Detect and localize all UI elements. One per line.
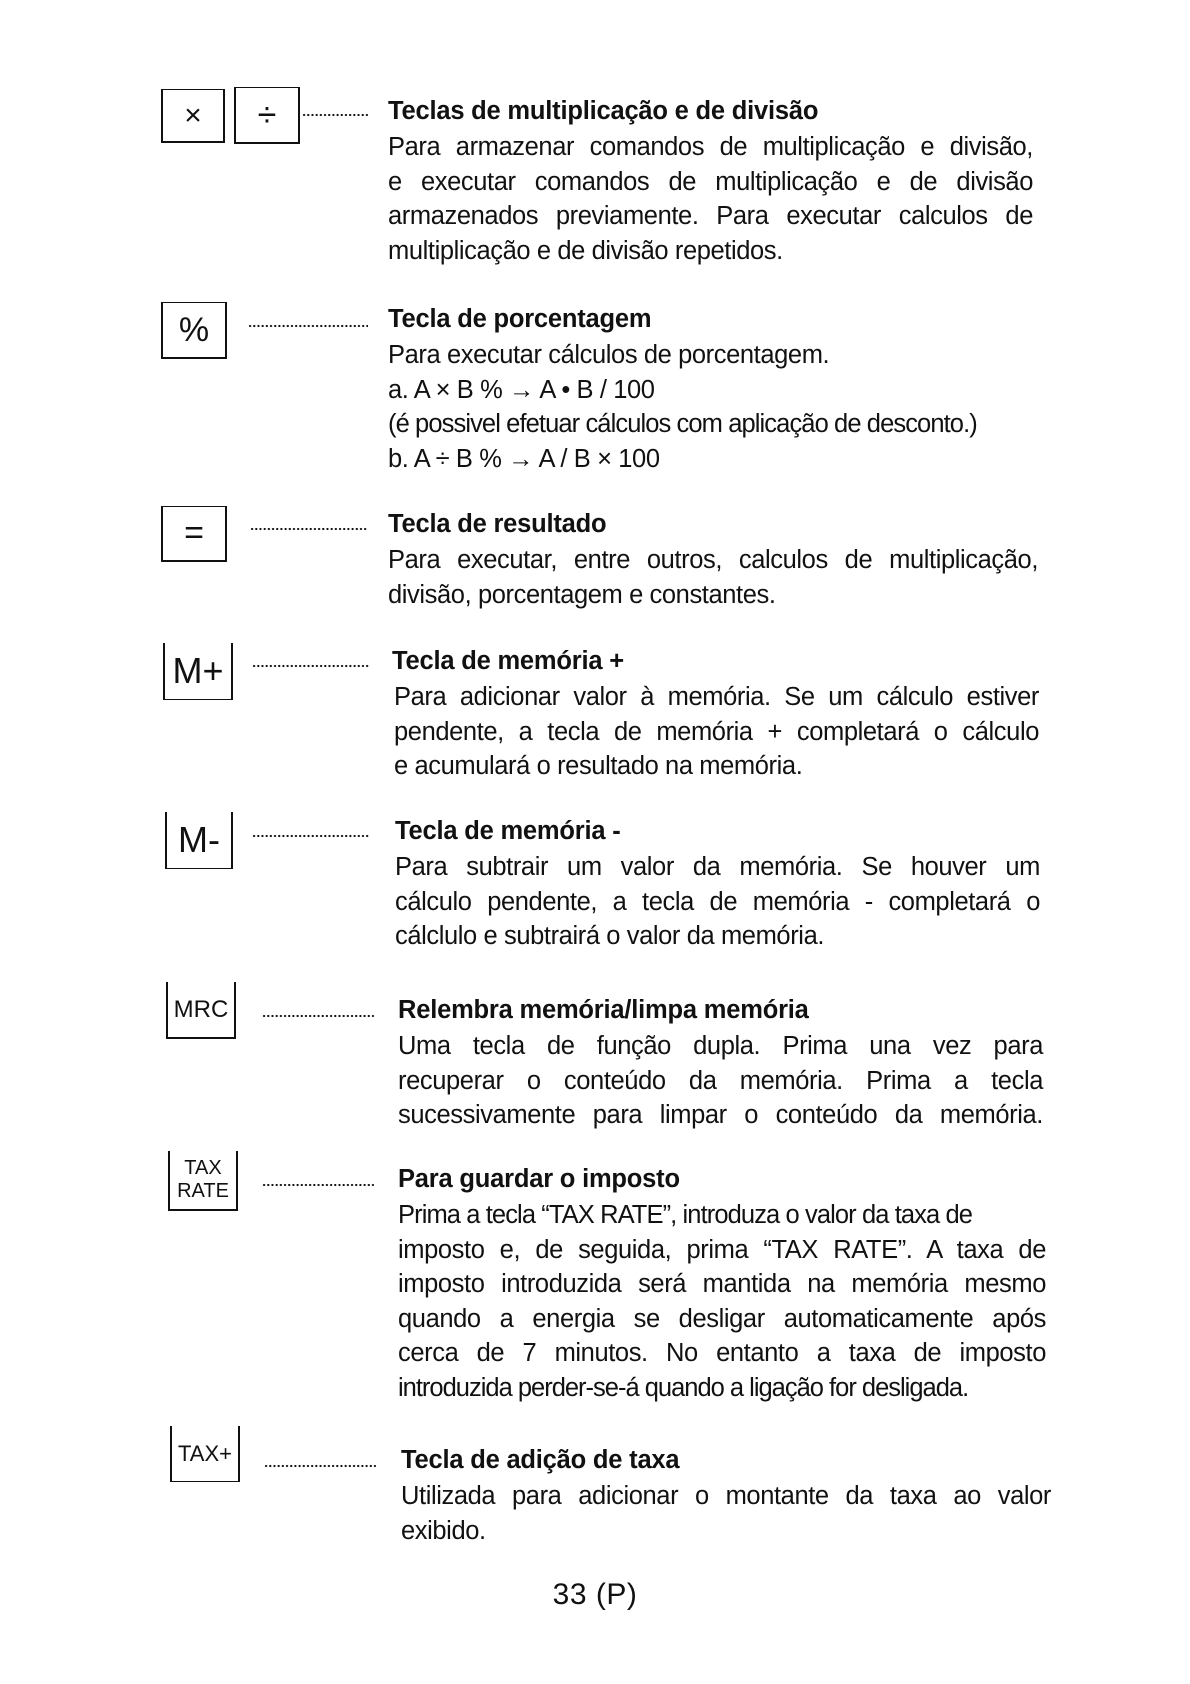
- equals-key: [161, 506, 227, 562]
- leader-dots: [262, 1183, 374, 1187]
- description-line: e acumulará o resultado na memória.: [394, 752, 803, 780]
- description-line: cerca de 7 minutos. No entanto a taxa de imposto: [398, 1339, 1046, 1367]
- description-line: Para armazenar comandos de multiplicação e divisão,: [388, 133, 1033, 161]
- description-line: Para executar, entre outros, calculos de multiplicação,: [388, 546, 1038, 574]
- description-line: quando a energia se desligar automaticamente após: [398, 1304, 1046, 1333]
- entry-description: [388, 338, 1048, 476]
- memory-minus-key: [165, 812, 233, 869]
- entry-description: [398, 1029, 1043, 1133]
- description-line: Para executar cálculos de porcentagem.: [388, 341, 830, 369]
- entry-description: [388, 543, 1038, 612]
- tax-rate-key: [168, 1151, 238, 1211]
- description-line: cálculo pendente, a tecla de memória - completará o: [395, 887, 1040, 916]
- entry-title: Tecla de memória +: [392, 647, 624, 675]
- description-line: imposto introduzida será mantida na memória mesmo: [398, 1270, 1046, 1298]
- description-line: Uma tecla de função dupla. Prima una vez para: [398, 1032, 1043, 1060]
- entry-title: Relembra memória/limpa memória: [398, 996, 809, 1024]
- description-line: introduzida perder-se-á quando a ligação for desligada.: [398, 1373, 969, 1402]
- description-line: Para adicionar valor à memória. Se um cálculo estiver: [394, 683, 1039, 711]
- entry-title: Para guardar o imposto: [398, 1165, 680, 1193]
- divide-key-label: ÷: [257, 95, 277, 134]
- percent-key-label: %: [178, 310, 210, 349]
- multiply-key-label: ×: [184, 98, 202, 132]
- entry-title: Tecla de adição de taxa: [401, 1446, 680, 1474]
- leader-dots: [302, 113, 368, 117]
- entry-title: Teclas de multiplicação e de divisão: [388, 97, 819, 125]
- description-line: imposto e, de seguida, prima “TAX RATE”. A taxa de: [398, 1235, 1046, 1264]
- entry-description: [398, 1198, 1046, 1405]
- entry-title: Tecla de memória -: [395, 817, 621, 845]
- mrc-key-label: MRC: [173, 995, 229, 1023]
- tax-rate-key-label-top: TAX: [184, 1157, 222, 1179]
- description-line: pendente, a tecla de memória + completará o cálculo: [394, 717, 1039, 746]
- memory-plus-key-label: M+: [172, 650, 224, 691]
- description-line: sucessivamente para limpar o conteúdo da memória.: [398, 1101, 1043, 1129]
- description-line: multiplicação e de divisão repetidos.: [388, 236, 783, 265]
- description-line: divisão, porcentagem e constantes.: [388, 580, 776, 609]
- leader-dots: [252, 834, 370, 838]
- entry-title: Tecla de porcentagem: [388, 305, 652, 333]
- description-line: Prima a tecla “TAX RATE”, introduza o valor da taxa de: [398, 1201, 973, 1229]
- memory-plus-key: [163, 643, 233, 700]
- leader-dots: [250, 527, 368, 531]
- mrc-key: [166, 982, 236, 1039]
- description-line: exibido.: [401, 1516, 486, 1545]
- description-line: Utilizada para adicionar o montante da taxa ao valor: [401, 1482, 1051, 1510]
- description-line: Para subtrair um valor da memória. Se houver um: [395, 853, 1040, 881]
- description-line: armazenados previamente. Para executar calculos de: [388, 202, 1033, 230]
- description-line: recuperar o conteúdo da memória. Prima a tecla: [398, 1066, 1043, 1095]
- tax-rate-key-label-bottom: RATE: [177, 1180, 229, 1202]
- page-number: 33 (P): [552, 1578, 638, 1611]
- description-line: a. A × B % → A • B / 100: [388, 375, 655, 404]
- tax-plus-key-label: TAX+: [177, 1440, 232, 1466]
- description-line: (é possivel efetuar cálculos com aplicação de desconto.): [388, 410, 977, 438]
- leader-dots: [248, 324, 368, 328]
- entry-title: Tecla de resultado: [388, 510, 607, 538]
- entry-description: [394, 680, 1039, 784]
- tax-plus-key: [170, 1426, 240, 1482]
- leader-dots: [264, 1464, 376, 1468]
- entry-description: [388, 130, 1033, 268]
- percent-key: [161, 302, 227, 359]
- description-line: cálclulo e subtrairá o valor da memória.: [395, 922, 825, 950]
- leader-dots: [252, 664, 370, 668]
- entry-description: [395, 850, 1040, 954]
- equals-key-label: =: [184, 514, 204, 552]
- divide-key: [234, 87, 300, 144]
- description-line: e executar comandos de multiplicação e de divisão: [388, 167, 1033, 196]
- entry-description: [401, 1479, 1051, 1548]
- description-line: b. A ÷ B % → A / B × 100: [388, 444, 660, 473]
- memory-minus-key-label: M-: [178, 819, 220, 860]
- multiply-key: [161, 89, 225, 143]
- leader-dots: [262, 1014, 374, 1018]
